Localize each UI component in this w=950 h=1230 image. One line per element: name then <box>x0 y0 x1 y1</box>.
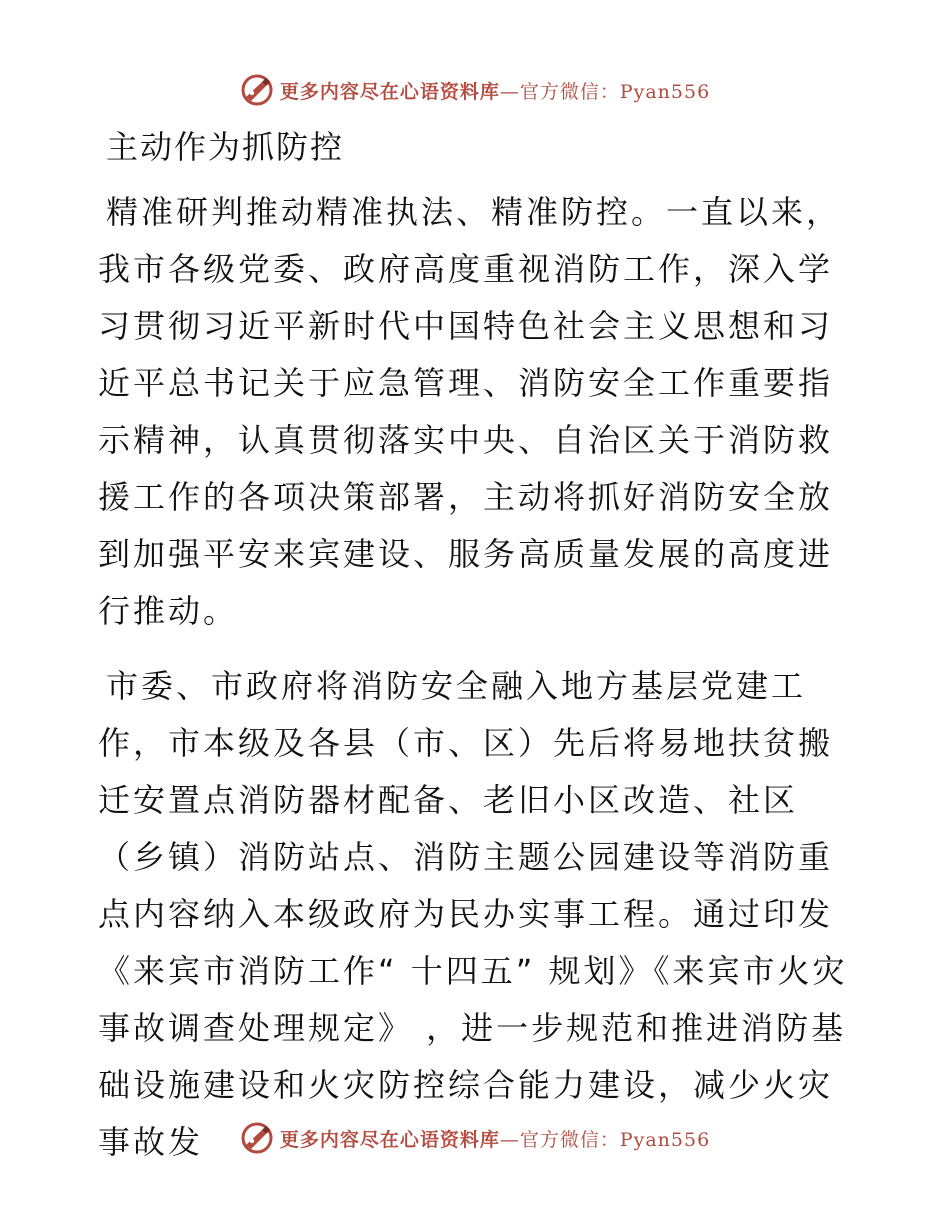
watermark-text <box>280 1125 710 1152</box>
watermark-text <box>280 77 710 104</box>
pen-circle-logo-icon <box>240 1121 274 1155</box>
document-body <box>98 122 858 1189</box>
watermark-bold-text: 更多内容尽在心语资料库 <box>279 80 500 103</box>
paragraph-2: 市委、市政府将消防安全融入地方基层党建工作，市本级及各县（市、区）先后将易地扶贫搬迁安置点消防器材配备、老旧小区改造、社区（乡镇）消防站点、消防主题公园建设等消防重点内容纳入本级政府为民办实事工程。通过印发《来宾市消防工作“ 十四五” 规划》《来宾市火灾事故调查处理规定》 ，进一步规范和推进消防基础设施建设和火灾防控综合能力建设，减少火灾事故发 <box>98 667 848 1161</box>
pen-circle-logo-icon <box>240 73 274 107</box>
section-heading: 主动作为抓防控 <box>106 128 345 166</box>
header-watermark <box>0 70 950 110</box>
paragraph-1: 精准研判推动精准执法、精准防控。一直以来，我市各级党委、政府高度重视消防工作，深入学习贯彻习近平新时代中国特色社会主义思想和习近平总书记关于应急管理、消防安全工作重要指示精神，认真贯彻落实中央、自治区关于消防救援工作的各项决策部署，主动将抓好消防安全放到加强平安来宾建设、服务高质量发展的高度进行推动。 <box>98 193 842 630</box>
watermark-contact-text: —官方微信：Pyan556 <box>499 1128 711 1151</box>
watermark-bold-text: 更多内容尽在心语资料库 <box>279 1128 500 1151</box>
footer-watermark <box>0 1118 950 1158</box>
watermark-contact-text: —官方微信：Pyan556 <box>499 80 711 103</box>
